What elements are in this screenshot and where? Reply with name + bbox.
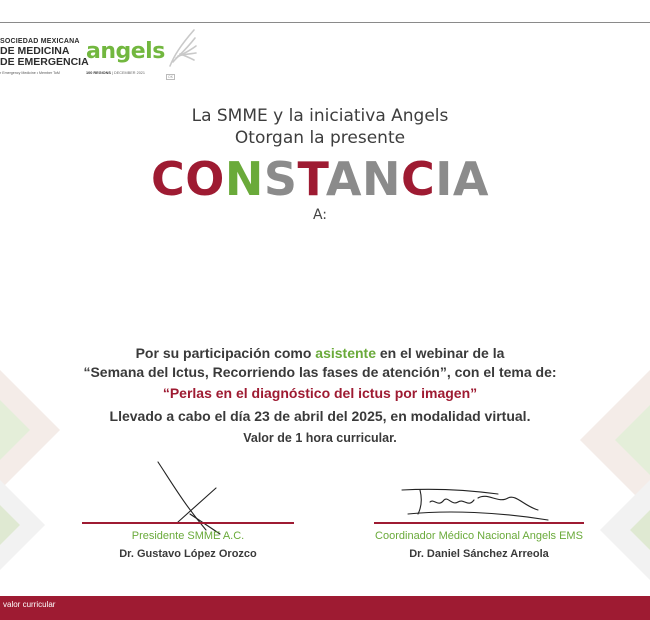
curricular-value: Valor de 1 hora curricular. xyxy=(243,431,397,445)
footer-bar xyxy=(0,596,650,620)
smme-logo xyxy=(0,38,89,75)
title-letter: I xyxy=(435,152,453,206)
right-signature xyxy=(398,484,558,524)
recipient-label: A: xyxy=(312,207,328,223)
title-letter: A xyxy=(452,152,489,206)
right-signer-name: Dr. Daniel Sánchez Arreola xyxy=(409,548,549,560)
title-letter: O xyxy=(185,152,225,206)
left-signer-name: Dr. Gustavo López Orozco xyxy=(119,548,257,560)
smme-logo-subtitle: r Emergency Medicine • Member ToM xyxy=(0,71,60,75)
title-letter: A xyxy=(325,152,362,206)
angels-logo-subtitle: 100 REGIONS | DECEMBER 2021 xyxy=(86,71,146,75)
right-signer-role: Coordinador Médico Nacional Angels EMS xyxy=(375,530,583,542)
smme-logo-line2: DE MEDICINA xyxy=(0,45,70,57)
body-line2: “Semana del Ictus, Recorriendo las fases de atención”, con el tema de: xyxy=(83,364,557,380)
smme-logo-line3: DE EMERGENCIA xyxy=(0,55,89,68)
left-signer-role: Presidente SMME A.C. xyxy=(131,530,245,542)
angels-logo xyxy=(86,22,206,82)
title-letter: C xyxy=(151,152,186,206)
right-signature-line xyxy=(374,522,584,524)
heading-line2: Otorgan la presente xyxy=(234,128,406,148)
certificate-title xyxy=(0,152,640,206)
angels-ok-mark: OK xyxy=(168,75,174,79)
attendee-role: asistente xyxy=(315,345,376,361)
body-line1: Por su participación como asistente en el webinar de la xyxy=(135,345,505,361)
webinar-topic: “Perlas en el diagnóstico del ictus por imagen” xyxy=(162,385,478,401)
title-letter: T xyxy=(297,152,326,206)
footer-text: valor curricular xyxy=(3,600,56,609)
body-line4: Llevado a cabo el día 23 de abril del 2025, en modalidad virtual. xyxy=(109,408,531,424)
title-letter: S xyxy=(263,152,298,206)
wing-icon xyxy=(164,26,198,70)
title-letter: N xyxy=(224,152,264,206)
heading-line1: La SMME y la iniciativa Angels xyxy=(191,106,449,126)
title-letter: C xyxy=(400,152,436,206)
title-letter: N xyxy=(361,152,401,206)
smme-logo-line1: SOCIEDAD MEXICANA xyxy=(0,38,80,45)
left-signature xyxy=(150,458,230,538)
left-signature-line xyxy=(82,522,294,524)
angels-logo-word: angels xyxy=(86,39,165,64)
